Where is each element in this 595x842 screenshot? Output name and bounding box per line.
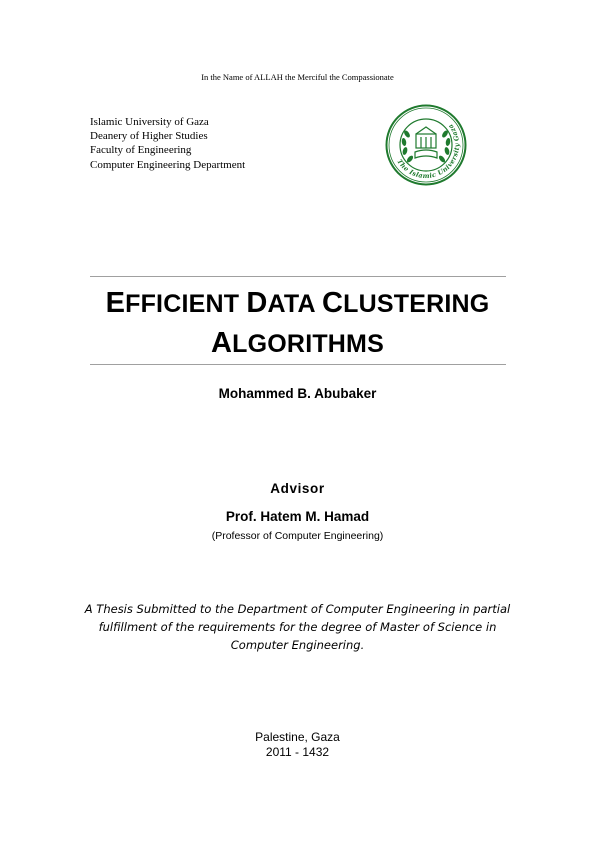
- advisor-heading: Advisor: [270, 481, 325, 496]
- title-word-clustering: CLUSTERING: [322, 287, 490, 319]
- thesis-statement: [80, 600, 515, 654]
- title-line-2: [0, 324, 595, 364]
- footer-block: [0, 730, 595, 760]
- title-word-algorithms: ALGORITHMS: [211, 327, 384, 359]
- institution-department: Computer Engineering Department: [90, 158, 246, 171]
- institution-block: [90, 115, 245, 172]
- title-word-efficient: EFFICIENT: [105, 287, 240, 319]
- institution-university: Islamic University of Gaza: [90, 116, 209, 128]
- title-top-rule: [90, 276, 506, 277]
- title-line-1: [0, 284, 595, 324]
- thesis-title: [0, 284, 595, 364]
- title-bottom-rule: [90, 364, 506, 365]
- seal-text: The Islamic University Gaza: [395, 122, 462, 181]
- university-seal-logo: [385, 104, 467, 186]
- footer-year: 2011 - 1432: [265, 745, 330, 759]
- institution-deanery: Deanery of Higher Studies: [90, 130, 208, 143]
- advisor-name: Prof. Hatem M. Hamad: [225, 509, 370, 524]
- institution-faculty: Faculty of Engineering: [90, 144, 192, 157]
- thesis-statement-line: A Thesis Submitted to the Department of Computer Engineering in partial: [84, 602, 511, 616]
- advisor-role: (Professor of Computer Engineering): [211, 530, 384, 542]
- footer-place: Palestine, Gaza: [255, 730, 340, 744]
- bismillah-line: In the Name of ALLAH the Merciful the Compassionate: [201, 72, 394, 82]
- thesis-statement-line: Computer Engineering.: [230, 638, 365, 652]
- author-name: Mohammed B. Abubaker: [218, 386, 377, 401]
- thesis-statement-line: fulfillment of the requirements for the degree of Master of Science in: [98, 620, 497, 634]
- title-word-data: DATA: [246, 287, 315, 319]
